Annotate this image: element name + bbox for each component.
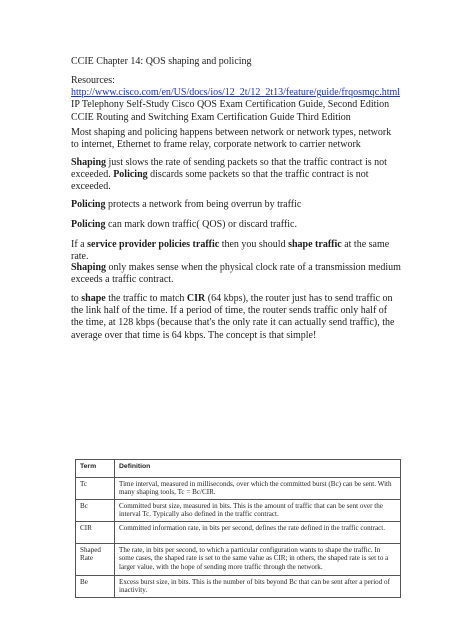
table-row	[76, 544, 401, 576]
service-provider-paragraph: If a service provider policies traffic then you should shape traffic at the same rate.	[71, 239, 390, 263]
table-term-cell: CIR	[76, 522, 115, 544]
book-reference: CCIE Routing and Switching Exam Certification Guide Third Edition	[71, 111, 351, 123]
cir-paragraph: to shape the traffic to match CIR (64 kbps), the router just has to send traffic on the link half of the time. If a period of time, the router sends traffic only half of the time, at 128 kbps (because that's the only rate it can actually send traffic), the average over that time is 64 kbps. The concept is that simple!	[71, 293, 395, 341]
term-policing: Policing	[71, 199, 106, 210]
term-shape-traffic: shape traffic	[288, 239, 342, 250]
table-row	[76, 522, 401, 544]
term-policing: Policing	[71, 219, 106, 230]
resources-section	[71, 75, 401, 124]
term-service-provider: service provider policies traffic	[87, 239, 220, 250]
book-reference: IP Telephony Self-Study Cisco QOS Exam Certification Guide, Second Edition	[71, 99, 390, 111]
policing-markdown-paragraph: Policing can mark down traffic( QOS) or discard traffic.	[71, 219, 297, 230]
cisco-doc-link[interactable]: http://www.cisco.com/en/US/docs/ios/12_2t/12_2t13/feature/guide/frqosmqc.html	[71, 87, 401, 99]
shaping-clock-rate-paragraph: Shaping only makes sense when the physical clock rate of a transmission medium exceeds a traffic contract.	[71, 262, 401, 286]
table-definition-cell: Time interval, measured in milliseconds, over which the committed burst (Bc) can be sent. With many shaping tools, Tc = Bc/CIR.	[115, 478, 401, 500]
term-policing: Policing	[113, 169, 148, 181]
resources-label: Resources:	[71, 75, 115, 86]
table-definition-cell: Committed information rate, in bits per second, defines the rate defined in the traffic contract.	[115, 522, 401, 544]
policing-protects-paragraph: Policing protects a network from being overrun by traffic	[71, 199, 302, 210]
table-row	[76, 576, 401, 598]
table-term-cell: Bc	[76, 500, 115, 522]
term-shaping: Shaping	[71, 157, 107, 168]
header-term: Term	[76, 460, 115, 478]
terms-table	[75, 459, 401, 598]
table-term-cell: Tc	[76, 478, 115, 500]
table-term-cell: Be	[76, 576, 115, 598]
table-definition-cell: The rate, in bits per second, to which a particular configuration wants to shape the traffic. In some cases, the shaped rate is set to the same value as CIR; in others, the shaped rate is set to a larger value, with the hope of sending more traffic through the network.	[115, 544, 401, 576]
table-term-cell: Shaped Rate	[76, 544, 115, 576]
table-header-row	[76, 460, 401, 478]
header-definition: Definition	[115, 460, 401, 478]
table-definition-cell: Committed burst size, measured in bits. This is the amount of traffic that can be sent over the interval Tc. Typically also defined in the traffic contract.	[115, 500, 401, 522]
document-title: CCIE Chapter 14: QOS shaping and policing	[71, 56, 252, 67]
term-shape: shape	[81, 293, 106, 304]
table-row	[76, 500, 401, 522]
term-cir: CIR	[186, 293, 206, 304]
term-shaping: Shaping	[71, 262, 107, 273]
table-definition-cell: Excess burst size, in bits. This is the number of bits beyond Bc that can be sent after a period of inactivity.	[115, 576, 401, 598]
shaping-policing-paragraph: Shaping just slows the rate of sending packets so that the traffic contract is not exceeded. Policing discards some packets so that the traffic contract is not exceeded.	[71, 157, 387, 193]
intro-paragraph: Most shaping and policing happens between network or network types, network to internet, Ethernet to frame relay, corporate network to carrier network	[71, 127, 392, 151]
table-row	[76, 478, 401, 500]
